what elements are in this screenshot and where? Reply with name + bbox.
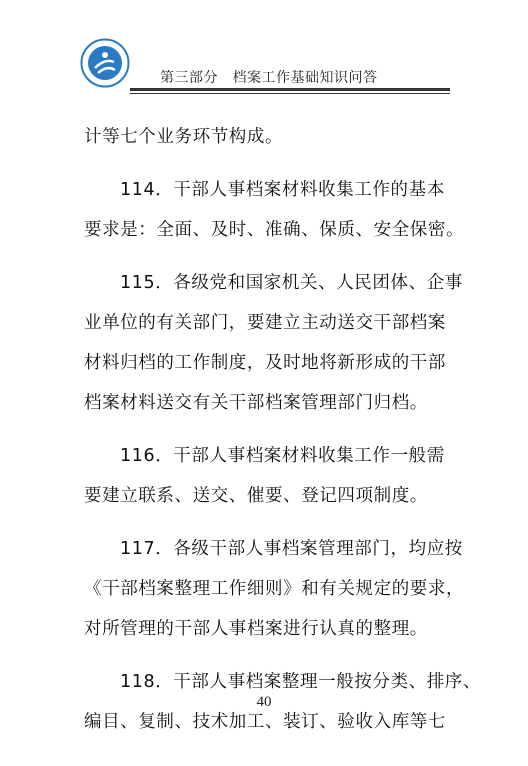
text-line: 档案材料送交有关干部档案管理部门归档。 bbox=[84, 393, 428, 413]
text-line: 116．干部人事档案材料收集工作一般需 bbox=[120, 446, 445, 466]
text-line: 114．干部人事档案材料收集工作的基本 bbox=[120, 180, 445, 200]
document-body bbox=[84, 117, 482, 742]
page-header-title: 第三部分 档案工作基础知识问答 bbox=[160, 70, 378, 86]
text-line: 117．各级干部人事档案管理部门，均应按 bbox=[120, 539, 463, 559]
text-line: 要建立联系、送交、催要、登记四项制度。 bbox=[84, 486, 428, 506]
text-line: 材料归档的工作制度，及时地将新形成的干部 bbox=[84, 353, 446, 373]
text-line: 《干部档案整理工作细则》和有关规定的要求， bbox=[84, 579, 465, 599]
page-number: 40 bbox=[256, 694, 272, 710]
text-line: 业单位的有关部门，要建立主动送交干部档案 bbox=[84, 313, 446, 333]
text-line: 编目、复制、技术加工、装订、验收入库等七 bbox=[84, 712, 446, 732]
text-line: 对所管理的干部人事档案进行认真的整理。 bbox=[84, 619, 428, 639]
page-header bbox=[80, 38, 450, 96]
header-rule-thick bbox=[130, 88, 450, 91]
text-line: 计等七个业务环节构成。 bbox=[84, 127, 284, 147]
school-logo-icon bbox=[80, 38, 130, 88]
text-line: 118．干部人事档案整理一般按分类、排序、 bbox=[120, 672, 482, 692]
text-line: 要求是：全面、及时、准确、保质、安全保密。 bbox=[84, 220, 465, 240]
header-rule-thin bbox=[130, 93, 450, 94]
text-line: 115．各级党和国家机关、人民团体、企事 bbox=[120, 273, 463, 293]
